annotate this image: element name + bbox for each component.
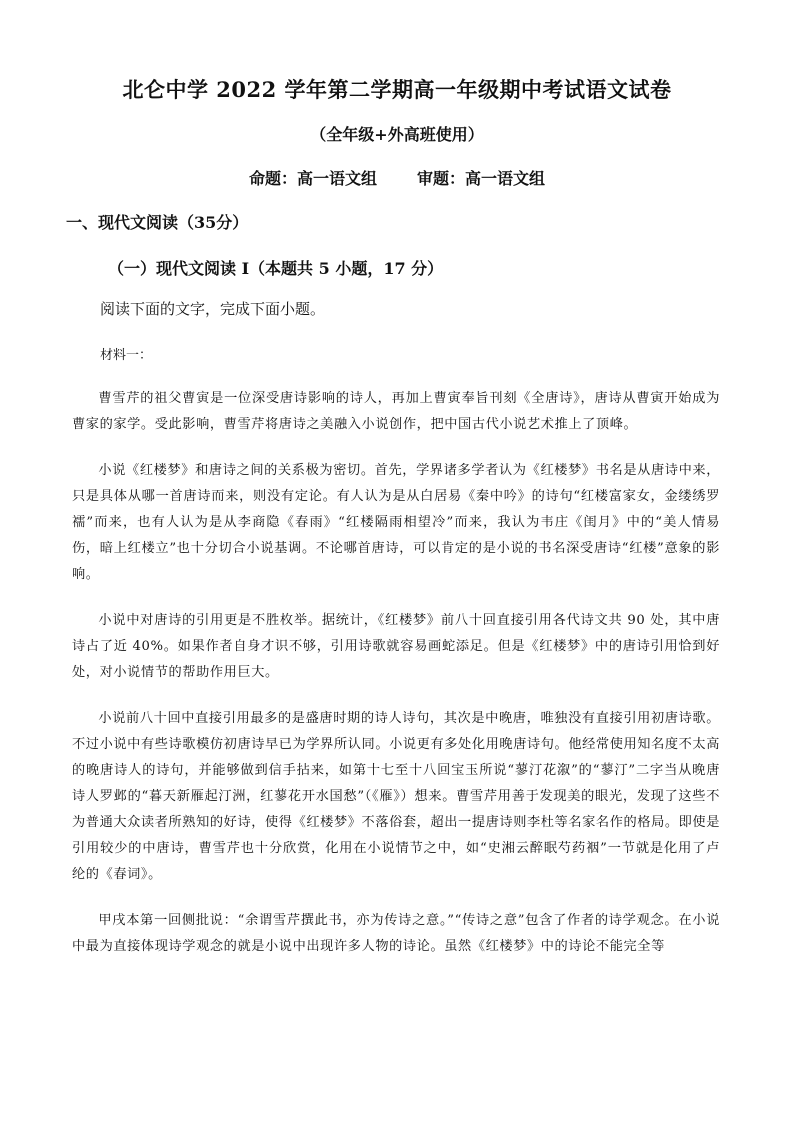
passage-paragraph: 小说前八十回中直接引用最多的是盛唐时期的诗人诗句，其次是中晚唐，唯独没有直接引用初唐诗歌。不过小说中有些诗歌模仿初唐诗早已为学界所认同。小说更有多处化用晚唐诗句。他经常使用知名度不太高的晚唐诗人的诗句，并能够做到信手拈来，如第十七至十八回宝玉所说“蓼汀花溆”的“蓼汀”二字当从晚唐诗人罗邺的“暮天新雁起汀洲，红蓼花开水国愁”（《雁》）想来。曹雪芹用善于发现美的眼光，发现了这些不为普通大众读者所熟知的好诗，使得《红楼梦》不落俗套，超出一提唐诗则李杜等名家名作的格局。即使是引用较少的中唐诗，曹雪芹也十分欣赏，化用在小说情节之中，如“史湘云醉眠芍药裀”一节就是化用了卢纶的《春词》。 <box>72 711 721 882</box>
exam-subtitle: （全年级+外高班使用） <box>310 125 484 144</box>
passage-paragraph: 小说中对唐诗的引用更是不胜枚举。据统计，《红楼梦》前八十回直接引用各代诗文共 90 处，其中唐诗占了近 40%。如果作者自身才识不够，引用诗歌就容易画蛇添足。但是《红楼梦》中的唐诗引用恰到好处，对小说情节的帮助作用巨大。 <box>72 613 720 680</box>
passage-body <box>72 386 720 980</box>
passage-paragraph: 甲戌本第一回侧批说：“余谓雪芹撰此书，亦为传诗之意。”“传诗之意”包含了作者的诗学观念。在小说中最为直接体现诗学观念的就是小说中出现许多人物的诗论。虽然《红楼梦》中的诗论不能完全等 <box>72 913 720 954</box>
authors-line <box>0 166 794 189</box>
passage-paragraph: 小说《红楼梦》和唐诗之间的关系极为密切。首先，学界诸多学者认为《红楼梦》书名是从唐诗中来，只是具体从哪一首唐诗而来，则没有定论。有人认为是从白居易《秦中吟》的诗句“红楼富家女，金缕绣罗襦”而来，也有人认为是从李商隐《春雨》“红楼隔雨相望冷”而来，我认为韦庄《闺月》中的“美人情易伤，暗上红楼立”也十分切合小说基调。不论哪首唐诗，可以肯定的是小说的书名深受唐诗“红楼”意象的影响。 <box>72 463 720 582</box>
setter-credit: 命题：高一语文组 <box>248 169 377 188</box>
reviewer-credit: 审题：高一语文组 <box>417 169 546 188</box>
section-heading: 一、现代文阅读（35分） <box>66 213 249 232</box>
subsection-heading: （一）现代文阅读 I（本题共 5 小题，17 分） <box>108 259 444 278</box>
exam-title: 北仑中学 2022 学年第二学期高一年级期中考试语文试卷 <box>122 77 672 102</box>
passage-paragraph: 曹雪芹的祖父曹寅是一位深受唐诗影响的诗人，再加上曹寅奉旨刊刻《全唐诗》，唐诗从曹寅开始成为曹家的家学。受此影响，曹雪芹将唐诗之美融入小说创作，把中国古代小说艺术推上了顶峰。 <box>72 391 720 432</box>
reading-instruction: 阅读下面的文字，完成下面小题。 <box>100 300 326 318</box>
material-label: 材料一： <box>100 348 153 363</box>
